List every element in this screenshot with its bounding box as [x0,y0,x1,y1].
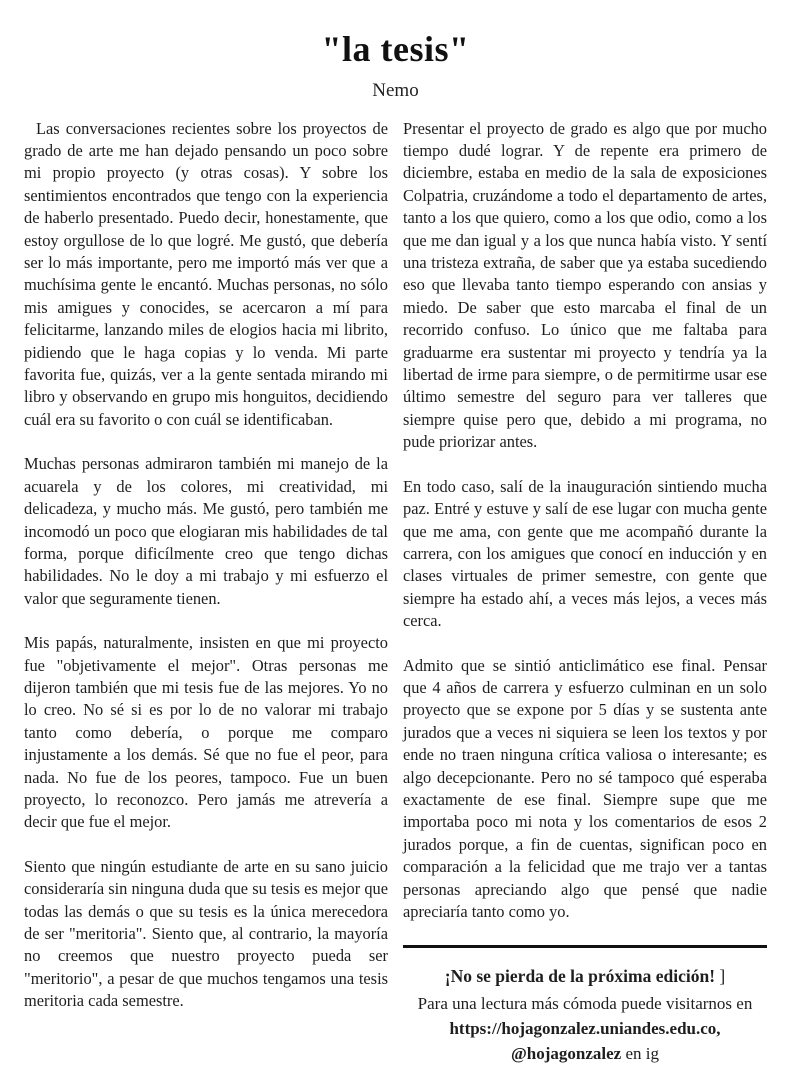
footer-divider [403,945,767,948]
next-edition-callout: ¡No se pierda de la próxima edición! [444,966,716,987]
paragraph: Presentar el proyecto de grado es algo que por mucho tiempo dudé lograr. Y de repente era primero de diciembre, estaba en medio de la sala de exposiciones Colpatria, cruzándome a todo el departamento de artes, tanto a los que quiero, como a los que odio, como a los que me dan igual y a los que nunca había visto. Y sentí una tristeza extraña, de saber que ya estaba sucediendo eso que llevaba tanto tiempo esperando con ansias y miedo. De saber que esto marcaba el final de un recorrido confuso. Lo único que me faltaba para graduarme era sustentar mi proyecto y tendría ya la libertad de irme para siempre, o de permitirme usar ese último semestre del seguro para ver talleres que siempre quise pero que, debido a mi programa, no pude priorizar antes. [403,118,767,452]
paragraph: Las conversaciones recientes sobre los proyectos de grado de arte me han dejado pensando un poco sobre mi propio proyecto (y otras cosas). Y sobre los sentimientos encontrados que tengo con la experiencia de haberlo presentado. Puedo decir, honestamente, que estoy orgullose de lo que logré. Me gustó, que debería ser lo más importante, pero me importó más ver que a muchísima gente le encantó. Muchas personas, no sólo mis amigues y conocides, se acercaron a mí para felicitarme, lanzando miles de elogios hacia mi librito, pidiendo que le haga copias y lo venda. Mi parte favorita fue, quizás, ver a la gente sentada mirando mi libro y observando en grupo mis honguitos, decidiendo cuál era su favorito o con cuál se identificaban. [24,118,388,429]
paragraph: Mis papás, naturalmente, insisten en que mi proyecto fue "objetivamente el mejor". Otras personas me dijeron también que mi tesis fue de las mejores. Yo no lo creo. No sé si es por lo de no valorar mi trabajo tanto como debería, o porque me comparo injustamente a los demás. Sé que no fue el peor, para nada. No fue de los peores, tampoco. Fue un buen proyecto, lo reconozco. Pero jamás me atrevería a decir que fue el mejor. [24,633,388,832]
right-column [403,118,767,1066]
closing-bracket: ] [715,966,726,987]
website-url: https://hojagonzalez.uniandes.edu.co, @hojagonzalez [449,1019,721,1064]
page-title: "la tesis" [321,29,470,69]
paragraph: En todo caso, salí de la inauguración sintiendo mucha paz. Entré y estuve y salí de ese lugar con mucha gente que me ama, con gente que me acompañó durante la carrera, con los amigues que conocí en inducción y en clases virtuales de primer semestre, con gente que siempre ha estado ahí, a veces más lejos, a veces más cerca. [403,476,767,631]
paragraph: Admito que se sintió anticlimático ese final. Pensar que 4 años de carrera y esfuerzo culminan en un solo proyecto que se expone por 5 días y se sustenta ante jurados que a veces ni siquiera se leen los textos y por ende no traen ninguna crítica valiosa o interesante; es algo decepcionante. Pero no sé tampoco qué esperaba exactamente de ese final. Siempre supe que me importaba poco mi nota y los comentarios de esos 2 jurados porque, a fin de cuentas, significan poco en comparación a la felicidad que me trajo ver a tantas personas apreciando algo que pensé que nadie apreciaría tanto como yo. [403,655,767,921]
paragraph: Muchas personas admiraron también mi manejo de la acuarela y de los colores, mi creatividad, mi delicadeza, y mucho más. Me gustó, pero también me incomodó un poco que elogiaran mis habilidades de tal forma, porque dificílmente creo que tengo dichas habilidades. No le doy a mi trabajo y mi esfuerzo el valor que seguramente tienen. [24,454,388,608]
byline: Nemo [372,79,419,101]
page-header [0,0,791,102]
footer-headline [403,964,767,989]
left-column [24,118,388,1066]
footer [403,945,767,1066]
footer-note [403,991,767,1066]
paragraph: Siento que ningún estudiante de arte en su sano juicio consideraría sin ninguna duda que su tesis es mejor que todas las demás o que su tesis es la única merecedora de ser "meritoria". Siento que, al contrario, la mayoría no creemos que nuestro proyecto pueda ser "meritorio", a pesar de que muchos tengamos una tesis meritoria cada semestre. [24,856,388,1011]
footer-note-suffix: en ig [621,1044,660,1064]
two-column-body [0,118,791,1066]
footer-note-prefix: Para una lectura más cómoda puede visitarnos en [417,994,753,1014]
